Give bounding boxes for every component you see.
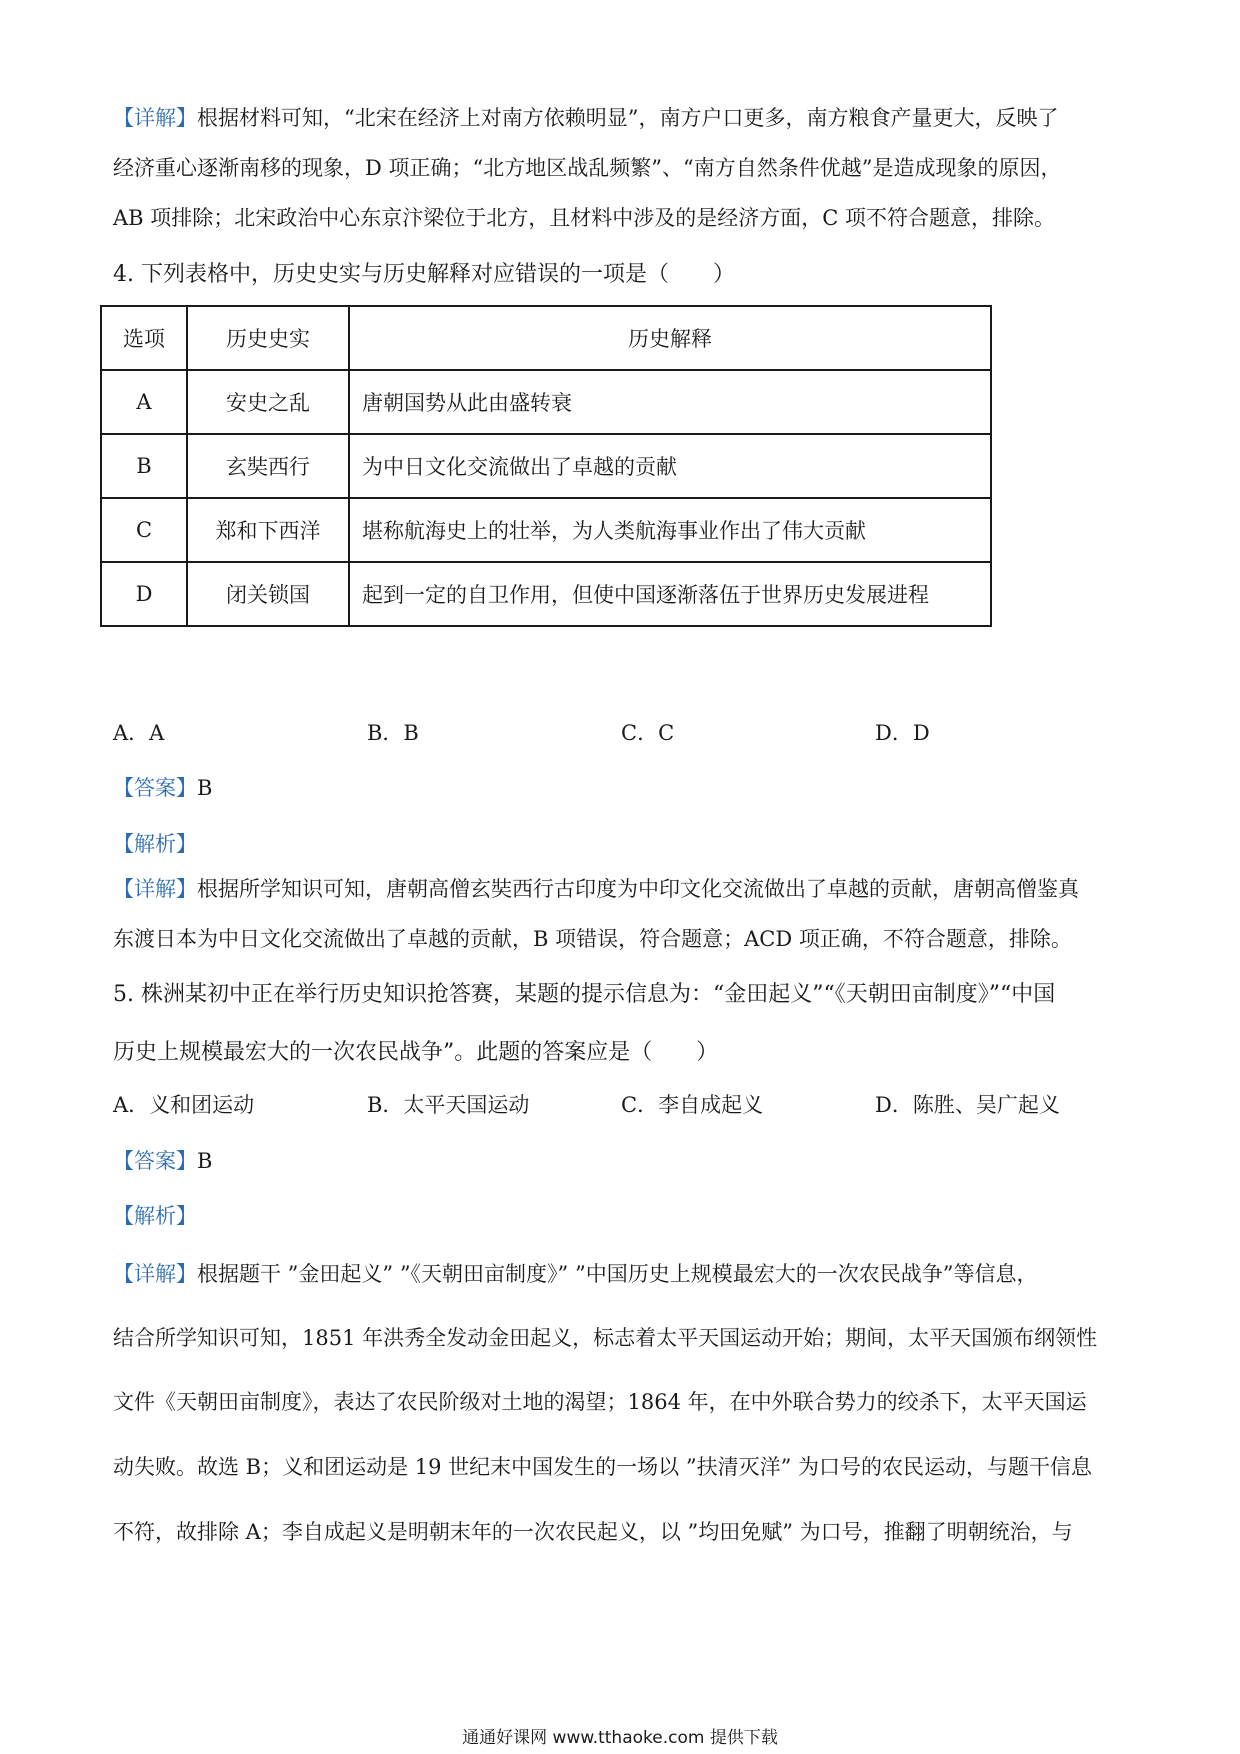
q3-detail-line-1: 【详解】根据材料可知，“北宋在经济上对南方依赖明显”，南方户口更多，南方粮食产量更大，反映了 — [113, 106, 1059, 130]
q5-stem-line-1: 5. 株洲某初中正在举行历史知识抢答赛，某题的提示信息为：“金田起义”“《天朝田亩制度》”“中国 — [113, 982, 1056, 1007]
page-footer: 通通好课网 www.tthaoke.com 提供下载 — [462, 1728, 778, 1748]
table-cell-explanation: 堪称航海史上的壮举，为人类航海事业作出了伟大贡献 — [349, 498, 991, 562]
table-cell-option: B — [101, 434, 187, 498]
table-cell-explanation: 起到一定的自卫作用，但使中国逐渐落伍于世界历史发展进程 — [349, 562, 991, 626]
table-header-cell: 历史解释 — [349, 306, 991, 370]
table-cell-option: C — [101, 498, 187, 562]
q5-options — [113, 1090, 1133, 1120]
option-b: B．太平天国运动 — [367, 1093, 530, 1117]
q4-detail-line-1: 【详解】根据所学知识可知，唐朝高僧玄奘西行古印度为中印文化交流做出了卓越的贡献，唐朝高僧鉴真 — [113, 877, 1079, 901]
table-row — [101, 434, 991, 498]
table-header-cell: 选项 — [101, 306, 187, 370]
q5-detail-line-1: 【详解】根据题干 ”金田起义” ”《天朝田亩制度》” ”中国历史上规模最宏大的一次农民战争”等信息， — [113, 1262, 1038, 1286]
detail-tag: 【详解】 — [113, 1262, 197, 1286]
option-d: D．D — [875, 721, 930, 745]
q3-detail-line-3: AB 项排除；北宋政治中心东京汴梁位于北方，且材料中涉及的是经济方面，C 项不符合题意，排除。 — [113, 206, 1056, 230]
q4-analysis-tag: 【解析】 — [113, 832, 197, 856]
option-b: B．B — [367, 721, 419, 745]
option-d: D．陈胜、吴广起义 — [875, 1093, 1060, 1117]
table-cell-explanation: 为中日文化交流做出了卓越的贡献 — [349, 434, 991, 498]
table-cell-explanation: 唐朝国势从此由盛转衰 — [349, 370, 991, 434]
option-a: A．A — [113, 721, 165, 745]
q4-options — [113, 718, 1133, 748]
table-row — [101, 562, 991, 626]
q5-analysis-tag: 【解析】 — [113, 1204, 197, 1228]
q5-detail-line-3: 文件《天朝田亩制度》，表达了农民阶级对土地的渴望；1864 年，在中外联合势力的绞杀下，太平天国运 — [113, 1390, 1087, 1414]
q4-stem: 4. 下列表格中，历史史实与历史解释对应错误的一项是（ ） — [113, 262, 735, 287]
q5-stem-line-2: 历史上规模最宏大的一次农民战争”。此题的答案应是（ ） — [113, 1040, 719, 1065]
table-cell-fact: 郑和下西洋 — [187, 498, 349, 562]
table-cell-fact: 安史之乱 — [187, 370, 349, 434]
table-cell-fact: 玄奘西行 — [187, 434, 349, 498]
option-c: C．C — [621, 721, 675, 745]
table-cell-option: A — [101, 370, 187, 434]
table-cell-fact: 闭关锁国 — [187, 562, 349, 626]
table-row — [101, 370, 991, 434]
answer-tag: 【答案】 — [113, 1149, 197, 1173]
q5-detail-line-2: 结合所学知识可知，1851 年洪秀全发动金田起义，标志着太平天国运动开始；期间，太平天国颁布纲领性 — [113, 1326, 1098, 1350]
q3-detail-line-2: 经济重心逐渐南移的现象，D 项正确；“北方地区战乱频繁”、“南方自然条件优越”是造成现象的原因， — [113, 156, 1062, 180]
detail-tag: 【详解】 — [113, 106, 197, 130]
table-cell-option: D — [101, 562, 187, 626]
q5-detail-line-5: 不符，故排除 A；李自成起义是明朝末年的一次农民起义，以 ”均田免赋” 为口号，推翻了明朝统治，与 — [113, 1520, 1073, 1544]
answer-value: B — [197, 776, 213, 800]
detail-tag: 【详解】 — [113, 877, 197, 901]
q4-table — [100, 305, 992, 627]
q5-answer — [113, 1146, 212, 1176]
answer-tag: 【答案】 — [113, 776, 197, 800]
q5-detail-line-4: 动失败。故选 B；义和团运动是 19 世纪末中国发生的一场以 ”扶清灭洋” 为口号的农民运动，与题干信息 — [113, 1455, 1092, 1479]
table-header-cell: 历史史实 — [187, 306, 349, 370]
table-header-row — [101, 306, 991, 370]
table-row — [101, 498, 991, 562]
answer-value: B — [197, 1149, 213, 1173]
option-a: A．义和团运动 — [113, 1093, 255, 1117]
q4-detail-line-2: 东渡日本为中日文化交流做出了卓越的贡献，B 项错误，符合题意；ACD 项正确，不符合题意，排除。 — [113, 927, 1072, 951]
q4-answer — [113, 773, 212, 803]
option-c: C．李自成起义 — [621, 1093, 764, 1117]
